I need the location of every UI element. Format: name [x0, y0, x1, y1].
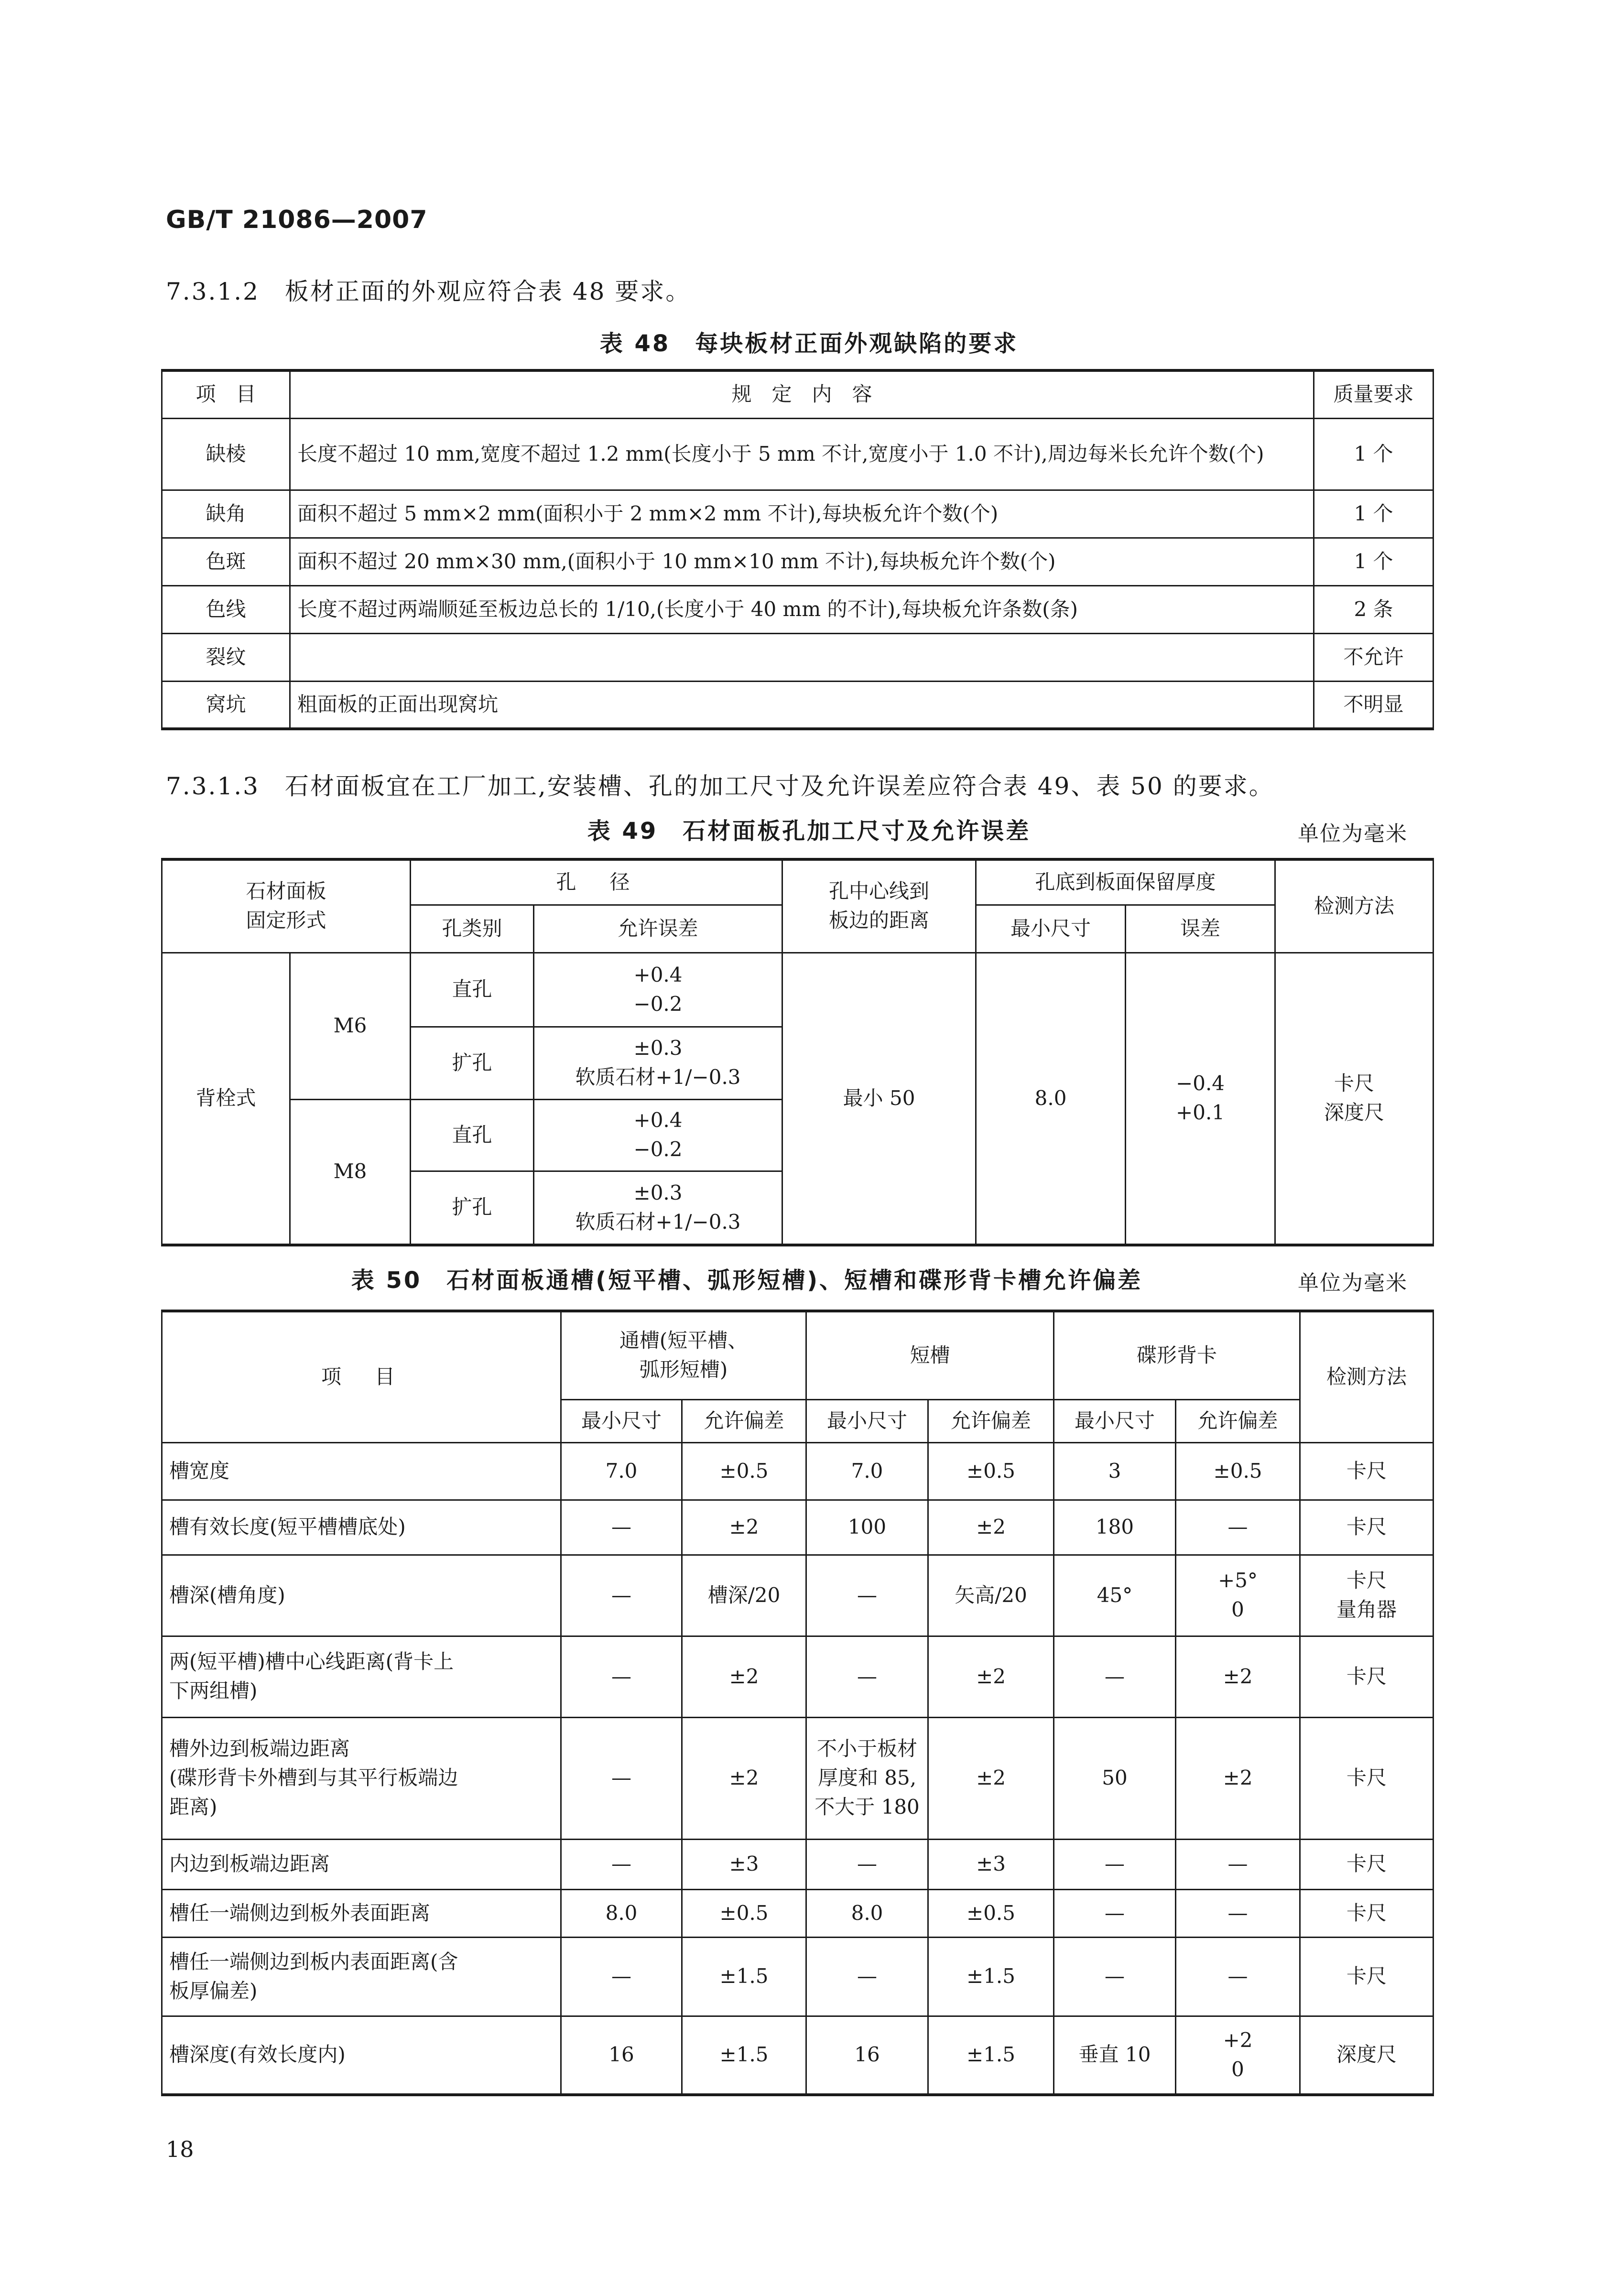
table-50-min-through-cell-line: —	[611, 1664, 631, 1688]
table-50-dev-short-cell-line: ±1.5	[966, 2043, 1016, 2067]
table-48-requirement-cell: 不允许	[1314, 633, 1433, 681]
table-48-header-content: 规 定 内 容	[290, 370, 1314, 418]
table-48-item-cell: 窝坑	[162, 681, 290, 729]
table-50-item-cell	[162, 1937, 561, 2016]
header-deviation: 允许偏差	[928, 1399, 1054, 1442]
table-50-method-cell	[1300, 1636, 1433, 1717]
table-50-dev-through-cell	[682, 1717, 806, 1839]
table-50-min-through-cell	[561, 1500, 682, 1555]
table-48-caption: 表 48 每块板材正面外观缺陷的要求	[599, 330, 1019, 357]
table-48-item-cell: 色斑	[162, 538, 290, 585]
table-50-dev-dish-cell-line: 0	[1231, 1598, 1244, 1621]
table-50-row	[162, 2016, 1433, 2095]
table-50-dev-dish-cell-line: ±2	[1223, 1766, 1253, 1790]
table-50-min-through-cell-line: —	[611, 1515, 631, 1539]
header-short-slot: 短槽	[806, 1311, 1054, 1399]
table-50-item-cell	[162, 1889, 561, 1937]
table-50-dev-short-cell-line: ±2	[976, 1766, 1006, 1790]
fix-type-cell: 背栓式	[162, 953, 290, 1245]
table-50-min-short-cell	[806, 1717, 928, 1839]
table-50-min-dish-cell	[1054, 1500, 1176, 1555]
table-50-min-short-cell-line: 不小于板材	[817, 1737, 918, 1761]
table-50-method-cell-line: 卡尺	[1347, 1515, 1387, 1539]
header-deviation: 允许偏差	[682, 1399, 806, 1442]
table-50-dev-through-cell	[682, 1442, 806, 1500]
table-50-min-short-cell-line: 16	[854, 2043, 880, 2067]
error-line-1: −0.4	[1176, 1072, 1225, 1095]
bolt-m6-cell: M6	[290, 953, 411, 1099]
table-50-min-through-cell-line: —	[611, 1766, 631, 1790]
table-48-content-cell: 面积不超过 20 mm×30 mm,(面积小于 10 mm×10 mm 不计),每块板允许个数(个)	[290, 538, 1314, 585]
table-48-content-cell: 长度不超过 10 mm,宽度不超过 1.2 mm(长度小于 5 mm 不计,宽度小于 1.0 不计),周边每米长允许个数(个)	[290, 418, 1314, 490]
table-50-method-cell-line: 卡尺	[1347, 1964, 1387, 1988]
table-50-method-cell-line: 卡尺	[1347, 1766, 1387, 1790]
table-50-method-cell	[1300, 1839, 1433, 1889]
table-50-dev-through-cell-line: ±2	[729, 1515, 759, 1539]
table-49-header-row-1	[162, 859, 1433, 905]
table-50-min-through-cell	[561, 1717, 682, 1839]
table-50-dev-dish-cell-line: +5°	[1218, 1569, 1258, 1592]
table-50-dev-dish-cell-line: —	[1227, 1515, 1248, 1539]
tolerance-reamed-m6	[534, 1027, 782, 1099]
header-min-size: 最小尺寸	[1054, 1399, 1176, 1442]
header-test-method: 检测方法	[1275, 859, 1433, 953]
tolerance-line-1: +0.4	[633, 963, 683, 986]
header-min-size: 最小尺寸	[976, 905, 1126, 953]
table-48-item-cell: 缺角	[162, 490, 290, 538]
table-50-header-row-1	[162, 1311, 1433, 1399]
table-50-method-cell	[1300, 1500, 1433, 1555]
table-50-method-cell	[1300, 1717, 1433, 1839]
table-50-row	[162, 1500, 1433, 1555]
tolerance-straight-m6	[534, 953, 782, 1027]
clause-7-3-1-2: 7.3.1.2 板材正面的外观应符合表 48 要求。	[166, 278, 691, 305]
header-tolerance: 允许误差	[534, 905, 782, 953]
table-48-requirement-cell: 2 条	[1314, 585, 1433, 633]
table-50-min-through-cell-line: 16	[608, 2043, 634, 2067]
thickness-error-cell	[1126, 953, 1275, 1245]
table-50-min-short-cell-line: 100	[847, 1515, 887, 1539]
table-50-row	[162, 1937, 1433, 2016]
table-50-item-cell	[162, 1839, 561, 1889]
table-50-row	[162, 1636, 1433, 1717]
table-50-min-short-cell-line: —	[857, 1852, 878, 1876]
table-50-min-short-cell-line: —	[857, 1664, 878, 1688]
table-50-unit: 单位为毫米	[1298, 1271, 1408, 1295]
table-50-min-dish-cell	[1054, 1636, 1176, 1717]
table-50-dev-dish-cell	[1176, 2016, 1300, 2095]
table-50-dev-through-cell-line: ±3	[729, 1852, 759, 1876]
table-50-item-cell	[162, 1717, 561, 1839]
table-50-min-short-cell	[806, 1500, 928, 1555]
hole-type-reamed: 扩孔	[411, 1171, 534, 1245]
table-50-item-cell-line: (碟形背卡外槽到与其平行板端边	[169, 1766, 458, 1790]
header-dish-clip: 碟形背卡	[1054, 1311, 1300, 1399]
table-50-min-through-cell-line: —	[611, 1852, 631, 1876]
table-50-row	[162, 1442, 1433, 1500]
table-50-min-dish-cell	[1054, 1839, 1176, 1889]
table-50-caption: 表 50 石材面板通槽(短平槽、弧形短槽)、短槽和碟形背卡槽允许偏差	[351, 1267, 1143, 1294]
table-50-item-cell-line: 槽宽度	[169, 1459, 230, 1483]
table-50-method-cell	[1300, 1889, 1433, 1937]
table-50-row	[162, 1889, 1433, 1937]
table-50-dev-short-cell-line: ±0.5	[966, 1459, 1016, 1483]
table-50-row	[162, 1717, 1433, 1839]
table-48-row	[162, 633, 1433, 681]
table-48-item-cell: 缺棱	[162, 418, 290, 490]
page-number: 18	[166, 2136, 194, 2162]
header-hole-diameter: 孔 径	[411, 859, 782, 905]
header-fix-type-line-1: 石材面板	[246, 879, 326, 903]
tolerance-line-1: +0.4	[633, 1108, 683, 1132]
table-48-header-requirement: 质量要求	[1314, 370, 1433, 418]
table-48-item-cell: 裂纹	[162, 633, 290, 681]
tolerance-line-1: ±0.3	[633, 1036, 683, 1060]
standard-code: GB/T 21086—2007	[166, 206, 428, 234]
table-50	[161, 1310, 1434, 2096]
table-50-dev-dish-cell-line: —	[1227, 1852, 1248, 1876]
table-50-min-through-cell-line: 8.0	[605, 1901, 638, 1925]
table-50-min-through-cell	[561, 1937, 682, 2016]
table-50-dev-through-cell-line: ±2	[729, 1664, 759, 1688]
table-50-dev-short-cell	[928, 1717, 1054, 1839]
tolerance-reamed-m8	[534, 1171, 782, 1245]
table-50-method-cell-line: 卡尺	[1347, 1852, 1387, 1876]
header-center-line-2: 板边的距离	[829, 909, 930, 932]
table-50-min-short-cell	[806, 1555, 928, 1636]
table-50-dev-short-cell	[928, 1937, 1054, 2016]
method-line-2: 深度尺	[1324, 1101, 1385, 1125]
table-50-min-short-cell	[806, 1839, 928, 1889]
table-50-dev-dish-cell	[1176, 1937, 1300, 2016]
table-50-dev-short-cell	[928, 1500, 1054, 1555]
table-50-dev-dish-cell-line: 0	[1231, 2057, 1244, 2081]
table-50-item-cell	[162, 1442, 561, 1500]
table-50-dev-dish-cell-line: +2	[1223, 2028, 1253, 2052]
table-50-dev-through-cell-line: ±1.5	[719, 2043, 769, 2067]
table-49-unit: 单位为毫米	[1298, 822, 1408, 846]
table-50-min-short-cell-line: —	[857, 1583, 878, 1607]
header-remaining-thickness: 孔底到板面保留厚度	[976, 859, 1275, 905]
table-48-header-row	[162, 370, 1433, 418]
table-50-min-through-cell	[561, 2016, 682, 2095]
table-49-row-m6-straight	[162, 953, 1433, 1027]
table-50-dev-short-cell-line: ±1.5	[966, 1964, 1016, 1988]
table-50-min-short-cell-line: 厚度和 85,	[817, 1766, 917, 1790]
tolerance-line-2: −0.2	[633, 1137, 683, 1161]
center-distance-cell: 最小 50	[782, 953, 976, 1245]
table-50-item-cell	[162, 2016, 561, 2095]
table-50-min-short-cell-line: 7.0	[851, 1459, 883, 1483]
table-50-dev-dish-cell	[1176, 1889, 1300, 1937]
table-50-dev-dish-cell	[1176, 1500, 1300, 1555]
table-50-min-dish-cell	[1054, 2016, 1176, 2095]
table-50-dev-through-cell-line: ±0.5	[719, 1459, 769, 1483]
header-through-slot	[561, 1311, 806, 1399]
table-50-dev-short-cell	[928, 1555, 1054, 1636]
header-hole-type: 孔类别	[411, 905, 534, 953]
table-50-item-cell-line: 槽任一端侧边到板外表面距离	[169, 1901, 431, 1925]
table-50-min-dish-cell-line: 45°	[1097, 1583, 1133, 1607]
table-50-min-dish-cell-line: 50	[1102, 1766, 1128, 1790]
table-50-min-through-cell	[561, 1636, 682, 1717]
table-50-min-dish-cell-line: —	[1105, 1901, 1125, 1925]
table-50-dev-short-cell-line: ±2	[976, 1515, 1006, 1539]
table-50-min-dish-cell	[1054, 1889, 1176, 1937]
table-48-row	[162, 490, 1433, 538]
table-50-dev-dish-cell	[1176, 1442, 1300, 1500]
table-50-item-cell-line: 槽外边到板端边距离	[169, 1737, 350, 1761]
table-50-min-short-cell	[806, 1442, 928, 1500]
table-50-dev-through-cell	[682, 1500, 806, 1555]
table-50-dev-through-cell	[682, 1937, 806, 2016]
table-49	[161, 858, 1434, 1246]
table-50-dev-through-cell	[682, 1889, 806, 1937]
table-50-dev-dish-cell	[1176, 1839, 1300, 1889]
table-50-min-dish-cell-line: —	[1105, 1664, 1125, 1688]
table-50-min-dish-cell	[1054, 1442, 1176, 1500]
table-50-dev-through-cell	[682, 1636, 806, 1717]
table-50-method-cell	[1300, 1937, 1433, 2016]
table-50-item-cell-line: 槽深度(有效长度内)	[169, 2043, 346, 2067]
table-50-method-cell-line: 量角器	[1336, 1598, 1397, 1621]
table-50-item-cell-line: 板厚偏差)	[169, 1979, 258, 2003]
table-50-dev-short-cell	[928, 1442, 1054, 1500]
table-48-row	[162, 585, 1433, 633]
tolerance-line-1: ±0.3	[633, 1180, 683, 1204]
table-48-requirement-cell: 不明显	[1314, 681, 1433, 729]
table-50-min-dish-cell-line: 3	[1108, 1459, 1121, 1483]
table-48-item-cell: 色线	[162, 585, 290, 633]
table-50-min-dish-cell	[1054, 1937, 1176, 2016]
tolerance-line-2: −0.2	[633, 992, 683, 1016]
table-50-method-cell-line: 卡尺	[1347, 1569, 1387, 1592]
table-50-dev-dish-cell-line: ±2	[1223, 1664, 1253, 1688]
table-50-method-cell-line: 卡尺	[1347, 1459, 1387, 1483]
header-item: 项 目	[162, 1311, 561, 1442]
table-50-min-short-cell	[806, 2016, 928, 2095]
tolerance-straight-m8	[534, 1099, 782, 1171]
tolerance-line-2: 软质石材+1/−0.3	[575, 1065, 741, 1089]
test-method-cell	[1275, 953, 1433, 1245]
table-50-dev-short-cell	[928, 1636, 1054, 1717]
tolerance-line-2: 软质石材+1/−0.3	[575, 1210, 741, 1234]
table-50-dev-through-cell-line: ±1.5	[719, 1964, 769, 1988]
hole-type-reamed: 扩孔	[411, 1027, 534, 1099]
table-50-item-cell-line: 槽深(槽角度)	[169, 1583, 285, 1607]
table-48-requirement-cell: 1 个	[1314, 418, 1433, 490]
header-center-line-1: 孔中心线到	[829, 879, 930, 903]
table-50-dev-short-cell-line: ±3	[976, 1852, 1006, 1876]
table-50-min-short-cell-line: 不大于 180	[814, 1795, 920, 1819]
table-50-method-cell	[1300, 1442, 1433, 1500]
table-50-item-cell-line: 内边到板端边距离	[169, 1852, 330, 1876]
table-50-dev-dish-cell	[1176, 1636, 1300, 1717]
bolt-m8-cell: M8	[290, 1099, 411, 1245]
error-line-2: +0.1	[1176, 1101, 1225, 1125]
table-50-item-cell	[162, 1636, 561, 1717]
table-50-min-short-cell-line: —	[857, 1964, 878, 1988]
table-50-min-through-cell	[561, 1442, 682, 1500]
table-50-dev-dish-cell	[1176, 1717, 1300, 1839]
table-50-item-cell-line: 下两组槽)	[169, 1679, 258, 1702]
table-50-dev-dish-cell-line: —	[1227, 1964, 1248, 1988]
table-50-row	[162, 1839, 1433, 1889]
table-50-dev-through-cell-line: ±2	[729, 1766, 759, 1790]
header-fix-type-line-2: 固定形式	[246, 909, 326, 932]
table-50-min-through-cell	[561, 1839, 682, 1889]
table-50-dev-through-cell-line: 槽深/20	[707, 1583, 781, 1607]
table-48-requirement-cell: 1 个	[1314, 490, 1433, 538]
table-50-min-through-cell-line: 7.0	[605, 1459, 638, 1483]
table-50-method-cell	[1300, 1555, 1433, 1636]
table-50-dev-dish-cell-line: —	[1227, 1901, 1248, 1925]
table-50-dev-dish-cell	[1176, 1555, 1300, 1636]
table-50-dev-through-cell	[682, 2016, 806, 2095]
table-50-min-dish-cell	[1054, 1555, 1176, 1636]
table-50-min-short-cell-line: 8.0	[851, 1901, 883, 1925]
table-50-min-dish-cell-line: —	[1105, 1852, 1125, 1876]
header-error: 误差	[1126, 905, 1275, 953]
table-50-min-short-cell	[806, 1937, 928, 2016]
table-50-dev-short-cell-line: 矢高/20	[955, 1583, 1027, 1607]
table-50-dev-through-cell	[682, 1555, 806, 1636]
table-50-method-cell-line: 深度尺	[1336, 2043, 1397, 2067]
table-50-min-short-cell	[806, 1636, 928, 1717]
table-48-row	[162, 681, 1433, 729]
table-50-row	[162, 1555, 1433, 1636]
table-50-min-through-cell	[561, 1555, 682, 1636]
table-50-item-cell-line: 距离)	[169, 1795, 217, 1819]
method-line-1: 卡尺	[1334, 1072, 1375, 1095]
table-50-dev-short-cell-line: ±0.5	[966, 1901, 1016, 1925]
header-min-size: 最小尺寸	[806, 1399, 928, 1442]
table-50-method-cell-line: 卡尺	[1347, 1664, 1387, 1688]
header-center-distance	[782, 859, 976, 953]
table-50-item-cell	[162, 1555, 561, 1636]
table-50-min-through-cell-line: —	[611, 1964, 631, 1988]
table-50-method-cell	[1300, 2016, 1433, 2095]
table-49-caption: 表 49 石材面板孔加工尺寸及允许误差	[587, 818, 1031, 845]
hole-type-straight: 直孔	[411, 953, 534, 1027]
header-test-method: 检测方法	[1300, 1311, 1433, 1442]
table-50-dev-dish-cell-line: ±0.5	[1213, 1459, 1262, 1483]
table-50-item-cell	[162, 1500, 561, 1555]
table-50-min-short-cell	[806, 1889, 928, 1937]
table-48-content-cell: 粗面板的正面出现窝坑	[290, 681, 1314, 729]
table-50-min-dish-cell-line: —	[1105, 1964, 1125, 1988]
table-50-min-through-cell	[561, 1889, 682, 1937]
table-50-method-cell-line: 卡尺	[1347, 1901, 1387, 1925]
table-50-item-cell-line: 槽任一端侧边到板内表面距离(含	[169, 1949, 458, 1973]
header-deviation: 允许偏差	[1176, 1399, 1300, 1442]
table-50-dev-short-cell-line: ±2	[976, 1664, 1006, 1688]
table-50-min-through-cell-line: —	[611, 1583, 631, 1607]
table-50-dev-through-cell	[682, 1839, 806, 1889]
table-50-dev-short-cell	[928, 1839, 1054, 1889]
hole-type-straight: 直孔	[411, 1099, 534, 1171]
table-50-item-cell-line: 两(短平槽)槽中心线距离(背卡上	[169, 1650, 454, 1674]
header-fix-type	[162, 859, 411, 953]
table-48-header-item: 项 目	[162, 370, 290, 418]
table-50-dev-short-cell	[928, 2016, 1054, 2095]
table-50-dev-through-cell-line: ±0.5	[719, 1901, 769, 1925]
min-thickness-cell: 8.0	[976, 953, 1126, 1245]
table-50-min-dish-cell-line: 180	[1095, 1515, 1134, 1539]
table-48-content-cell: 长度不超过两端顺延至板边总长的 1/10,(长度小于 40 mm 的不计),每块板允许条数(条)	[290, 585, 1314, 633]
header-through-line-2: 弧形短槽)	[639, 1358, 728, 1382]
table-48-content-cell	[290, 633, 1314, 681]
table-48-requirement-cell: 1 个	[1314, 538, 1433, 585]
table-48-row	[162, 418, 1433, 490]
table-48	[161, 369, 1434, 730]
table-50-item-cell-line: 槽有效长度(短平槽槽底处)	[169, 1515, 406, 1539]
clause-7-3-1-3: 7.3.1.3 石材面板宜在工厂加工,安装槽、孔的加工尺寸及允许误差应符合表 49、表 50 的要求。	[166, 772, 1274, 800]
table-48-row	[162, 538, 1433, 585]
header-through-line-1: 通槽(短平槽、	[619, 1329, 748, 1353]
table-50-min-dish-cell-line: 垂直 10	[1078, 2043, 1151, 2067]
table-50-dev-short-cell	[928, 1889, 1054, 1937]
table-50-min-dish-cell	[1054, 1717, 1176, 1839]
table-48-content-cell: 面积不超过 5 mm×2 mm(面积小于 2 mm×2 mm 不计),每块板允许个数(个)	[290, 490, 1314, 538]
header-min-size: 最小尺寸	[561, 1399, 682, 1442]
